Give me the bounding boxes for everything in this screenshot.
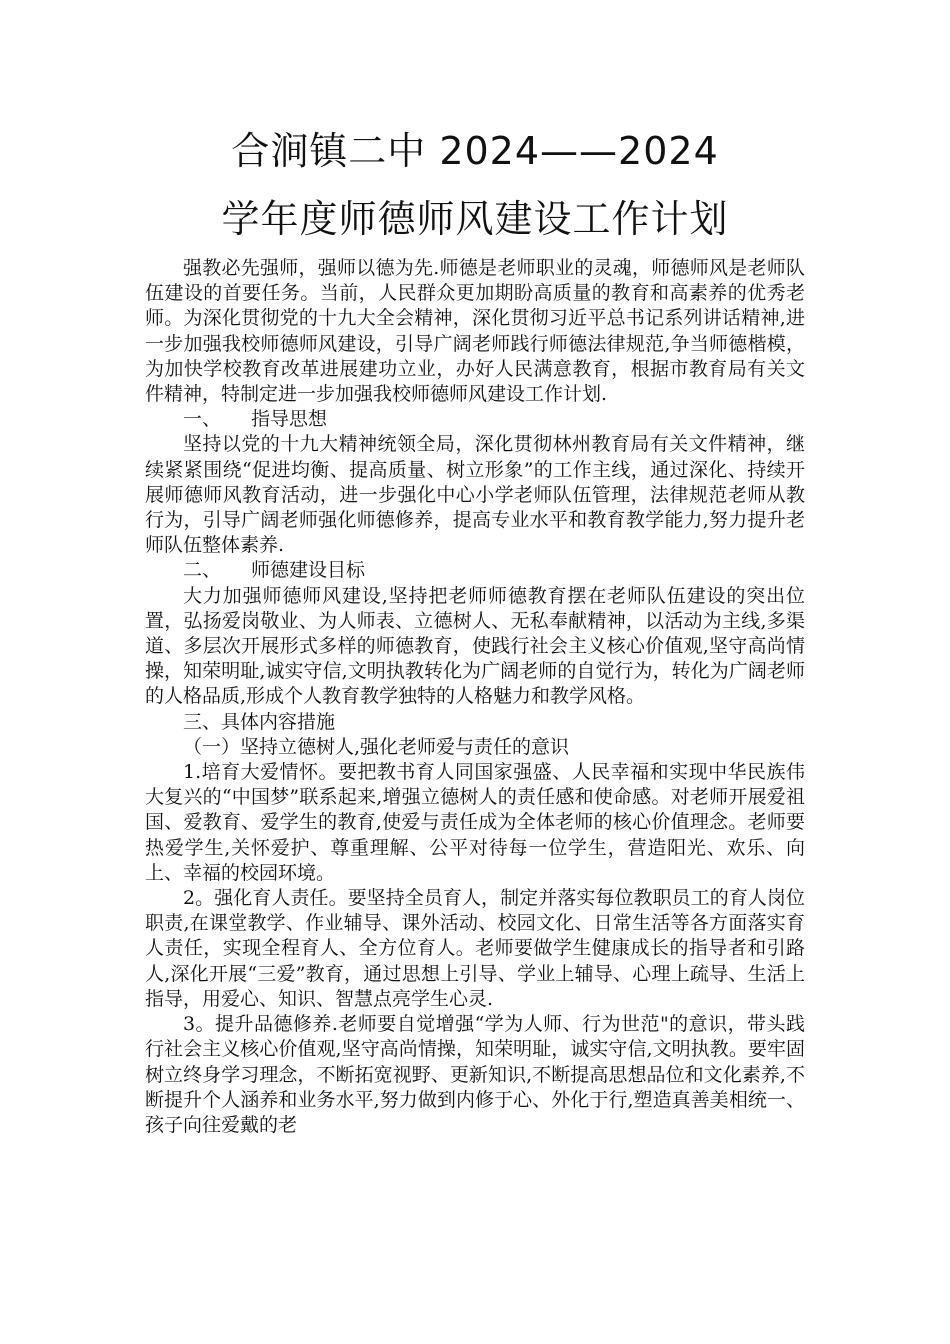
item-paragraph-2: 2。强化育人责任。要坚持全员育人，制定并落实每位教职员工的育人岗位职责,在课堂教学、作业辅导、课外活动、校园文化、日常生活等各方面落实育人责任，实现全程育人、全方位育人。老师要做学生健康成长的指导者和引路人,深化开展“三爱”教育，通过思想上引导、学业上辅导、心理上疏导、生活上指导，用爱心、知识、智慧点亮学生心灵. xyxy=(145,887,805,1010)
document-title-line-2: 学年度师德师风建设工作计划 xyxy=(221,197,729,241)
section-1-body: 坚持以党的十九大精神统领全局，深化贯彻林州教育局有关文件精神，继续紧紧围绕“促进均衡、提高质量、树立形象”的工作主线，通过深化、持续开展师德师风教育活动，进一步强化中心小学老师队伍管理，法律规范老师从教行为，引导广阔老师强化师德修养，提高专业水平和教育教学能力,努力提升老师队伍整体素养. xyxy=(145,433,805,557)
item-paragraph-3: 3。提升品德修养.老师要自觉增强“学为人师、行为世范"的意识，带头践行社会主义核心价值观,坚守高尚情操，知荣明耻，诚实守信,文明执教。要牢固树立终身学习理念，不断拓宽视野、更新知识,不断提高思想品位和文化素养,不断提升个人涵养和业务水平,努力做到内修于心、外化于行,塑造真善美相统一、孩子向往爱戴的老 xyxy=(145,1013,805,1136)
subsection-heading-1: （一）坚持立德树人,强化老师爱与责任的意识 xyxy=(183,735,570,758)
intro-paragraph: 强教必先强师，强师以德为先.师德是老师职业的灵魂，师德师风是老师队伍建设的首要任务。当前，人民群众更加期盼高质量的教育和高素养的优秀老师。为深化贯彻党的十九大全会精神，深化贯彻习近平总书记系列讲话精神,进一步加强我校师德师风建设，引导广阔老师践行师德法律规范,争当师德楷模，为加快学校教育改革进展建功立业，办好人民满意教育，根据市教育局有关文件精神，特制定进一步加强我校师德师风建设工作计划. xyxy=(145,257,805,406)
section-number-3: 三、 xyxy=(183,710,222,733)
section-number-1: 一、 xyxy=(183,408,222,431)
section-heading-1 xyxy=(145,407,805,432)
section-title-2: 师德建设目标 xyxy=(251,559,366,582)
section-heading-2 xyxy=(145,558,805,583)
section-2-body: 大力加强师德师风建设,坚持把老师师德教育摆在老师队伍建设的突出位置，弘扬爱岗敬业、为人师表、立德树人、无私奉献精神，以活动为主线,多渠道、多层次开展形式多样的师德教育，使践行社会主义核心价值观,坚守高尚情操，知荣明耻,诚实守信,文明执教转化为广阔老师的自觉行为，转化为广阔老师的人格品质,形成个人教育教学独特的人格魅力和教学风格。 xyxy=(145,584,805,708)
section-title-3: 具体内容措施 xyxy=(221,710,336,733)
item-paragraph-1: 1.培育大爱情怀。要把教书育人同国家强盛、人民幸福和实现中华民族伟大复兴的“中国梦”联系起来,增强立德树人的责任感和使命感。对老师开展爱祖国、爱教育、爱学生的教育,使爱与责任成为全体老师的核心价值理念。老师要热爱学生,关怀爱护、尊重理解、公平对待每一位学生，营造阳光、欢乐、向上、幸福的校园环境。 xyxy=(145,761,805,884)
section-title-1: 指导思想 xyxy=(251,408,328,431)
section-number-2: 二、 xyxy=(183,559,222,582)
document-title-line-1: 合涧镇二中 2024——2024 xyxy=(231,129,719,173)
document-page xyxy=(145,128,805,1138)
section-heading-3 xyxy=(145,710,805,735)
